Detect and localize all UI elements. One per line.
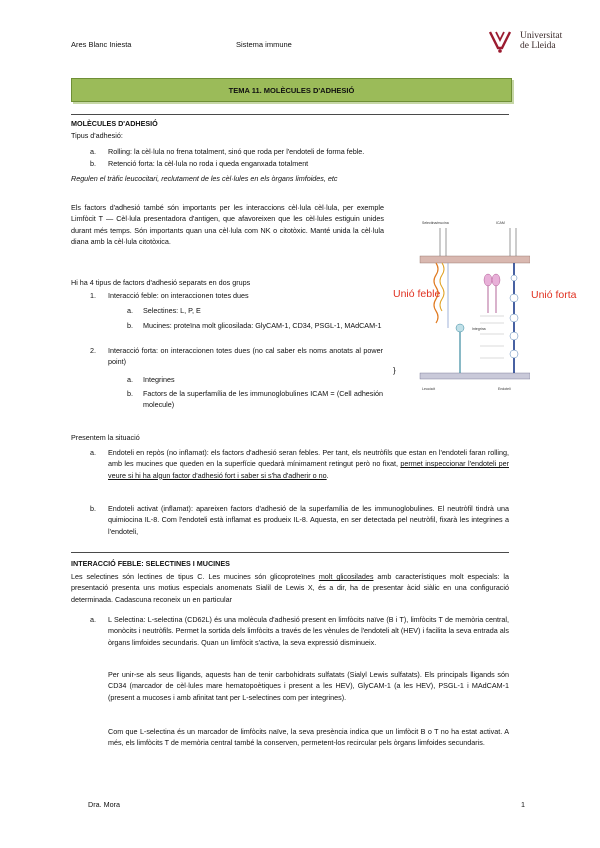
item-b-marker: b. (90, 159, 96, 168)
section2-heading: INTERACCIÓ FEBLE: SELECTINES I MUCINES (71, 559, 230, 568)
situation-b-text: Endoteli activat (inflamat): apareixen factors d'adhesió de la superfamília de les immunoglobulines. El neutròfil tindrà una quimiocina IL-8. Com l'endoteli està inflamat es produeix IL-8. Aquesta, en ser detectada pel neutròfil, fixarà les integrines a l'endoteli, (108, 504, 509, 536)
situation-a-part1: Endoteli en repòs (no inflamat): els factors d'adhesió seran febles. Per tant, els neutròfils que estan en l'endoteli faran rolling, amb les mucines que queden en la superfície quedarà mínimament retingut però no fixat, (108, 448, 509, 469)
item-a-marker: a. (90, 147, 96, 156)
fig-label-icam: ICAM (496, 221, 505, 225)
group1a-marker: a. (127, 306, 133, 315)
group2b-marker: b. (127, 389, 133, 398)
fig-label-endoteli: Endoteli (498, 387, 511, 391)
italic-note: Regulen el tràfic leucocitari, reclutament de les cèl·lules en els òrgans limfoides, etc (71, 174, 338, 183)
group2a-text: Integrines (143, 375, 175, 384)
section2-intro-part1: Les selectines són lectines de tipus C. Les mucines són glicoproteïnes (71, 572, 319, 581)
page-title (71, 78, 512, 102)
logo-line2: de Lleida (520, 41, 556, 51)
section2-intro (71, 571, 509, 605)
intro-paragraph: Els factors d'adhesió també són importants per les interaccions cèl·lula cèl·lula, per exemple Limfòcit T — Cèl·lula presentadora d'antigen, que afavoreixen que les cèl·lules estiguin unides durant més temps. Són importants quan una cèl·lula com NK o citotòxic. Manté unida la cèl·lula diana amb la cèl·lula citotòxica. (71, 203, 384, 246)
section2-a-para1: L Selectina: L-selectina (CD62L) és una molècula d'adhesió present en limfòcits naïve (B i T), limfòcits T de memòria central, monòcits i neutròfils. Permet la sortida dels limfòcits a través de les vènules de l'endoteli alt (HEV) i facilita la seva entrada als òrgans limfoides secundaris. Quan un limfòcit s'activa, la seva expressió disminueix. (108, 615, 509, 647)
item-a-text: Rolling: la cèl·lula no frena totalment, sinó que roda per l'endoteli de forma feble. (108, 147, 365, 156)
header-subject: Sistema immune (236, 40, 292, 49)
header-author: Ares Blanc Iniesta (71, 40, 132, 49)
footer-page-number: 1 (521, 800, 525, 809)
situation-a-marker: a. (90, 448, 96, 457)
group1b-marker: b. (127, 321, 133, 330)
types-label: Tipus d'adhesió: (71, 131, 123, 140)
fig-label-integrina: Integrina (472, 327, 486, 331)
section2-intro-part2: amb característiques molt especials: la presentació presenta uns motius especials anomenats Sialil de Lewis X, és a dir, ha de presentar àcid siàlic en una configuració determinada. Cadascuna reconeix un en particular (71, 572, 509, 604)
section2-a-para3: Com que L-selectina és un marcador de limfòcits naïve, la seva presència indica que un limfòcit B o T no ha estat activat. A més, els limfòcits T de memòria central també la conserven, permetent-los recircular pels òrgans limfoides secundaris. (108, 727, 509, 748)
section2-a-marker: a. (90, 615, 96, 624)
divider-1 (71, 114, 509, 115)
fig-label-leucocit: Leucòcit (422, 387, 436, 391)
section2-a-para2: Per unir-se als seus lligands, aquests han de tenir carbohidrats sulfatats (Sialyl Lewis sulfatats). Els principals lligands són CD34 (marcador de cèl·lules mare hematopoètiques i present a les HEV), GlyCAM-1 (a les HEV), PSGL-1 i MAdCAM-1 (present a mucoses i amb afinitat tant per L-selectines com per integrines). (108, 670, 509, 702)
label-weak-union: Unió feble (393, 288, 441, 300)
section2-intro-underlined: molt glicosilades (318, 572, 374, 581)
brace: } (393, 366, 396, 375)
group2-text: Interacció forta: on interaccionen totes dues (no cal saber els noms anotats al power point) (108, 346, 383, 367)
group2a-marker: a. (127, 375, 133, 384)
label-strong-union: Unió forta (531, 289, 577, 301)
four-types-text: Hi ha 4 tipus de factors d'adhesió separats en dos grups (71, 278, 251, 287)
section1-heading: MOLÈCULES D'ADHESIÓ (71, 119, 158, 128)
presentem-label: Presentem la situació (71, 433, 140, 442)
divider-2 (71, 552, 509, 553)
item-b-text: Retenció forta: la cèl·lula no roda i queda enganxada totalment (108, 159, 309, 168)
adhesion-diagram (418, 218, 530, 408)
footer-teacher: Dra. Mora (88, 800, 120, 809)
page-title-text: TEMA 11. MOLÈCULES D'ADHESIÓ (228, 85, 355, 95)
group2-marker: 2. (90, 346, 96, 355)
situation-a-end: . (326, 470, 329, 480)
group1b-text: Mucines: proteïna molt glicosilada: GlyCAM-1, CD34, PSGL-1, MAdCAM-1 (143, 321, 382, 330)
adhesion-figure (418, 218, 530, 408)
group1-text: Interacció feble: on interaccionen totes dues (108, 291, 249, 300)
group1a-text: Selectines: L, P, E (143, 306, 201, 315)
fig-label-selectina: Selectina/mucina (422, 221, 449, 225)
logo-line1: Universitat (520, 31, 563, 41)
situation-a-underlined: permet inspeccionar l'endoteli per veure si hi ha algun factor d'adhesió fort i saber si s'ha d'adherir o no (108, 459, 509, 480)
situation-a-text (108, 447, 509, 481)
university-logo (486, 28, 576, 56)
group1-marker: 1. (90, 291, 96, 300)
university-logo-icon (486, 28, 514, 54)
situation-b-marker: b. (90, 504, 96, 513)
group2b-text: Factors de la superfamília de les immunoglobulines ICAM = (Cell adhesión molecule) (143, 389, 383, 410)
